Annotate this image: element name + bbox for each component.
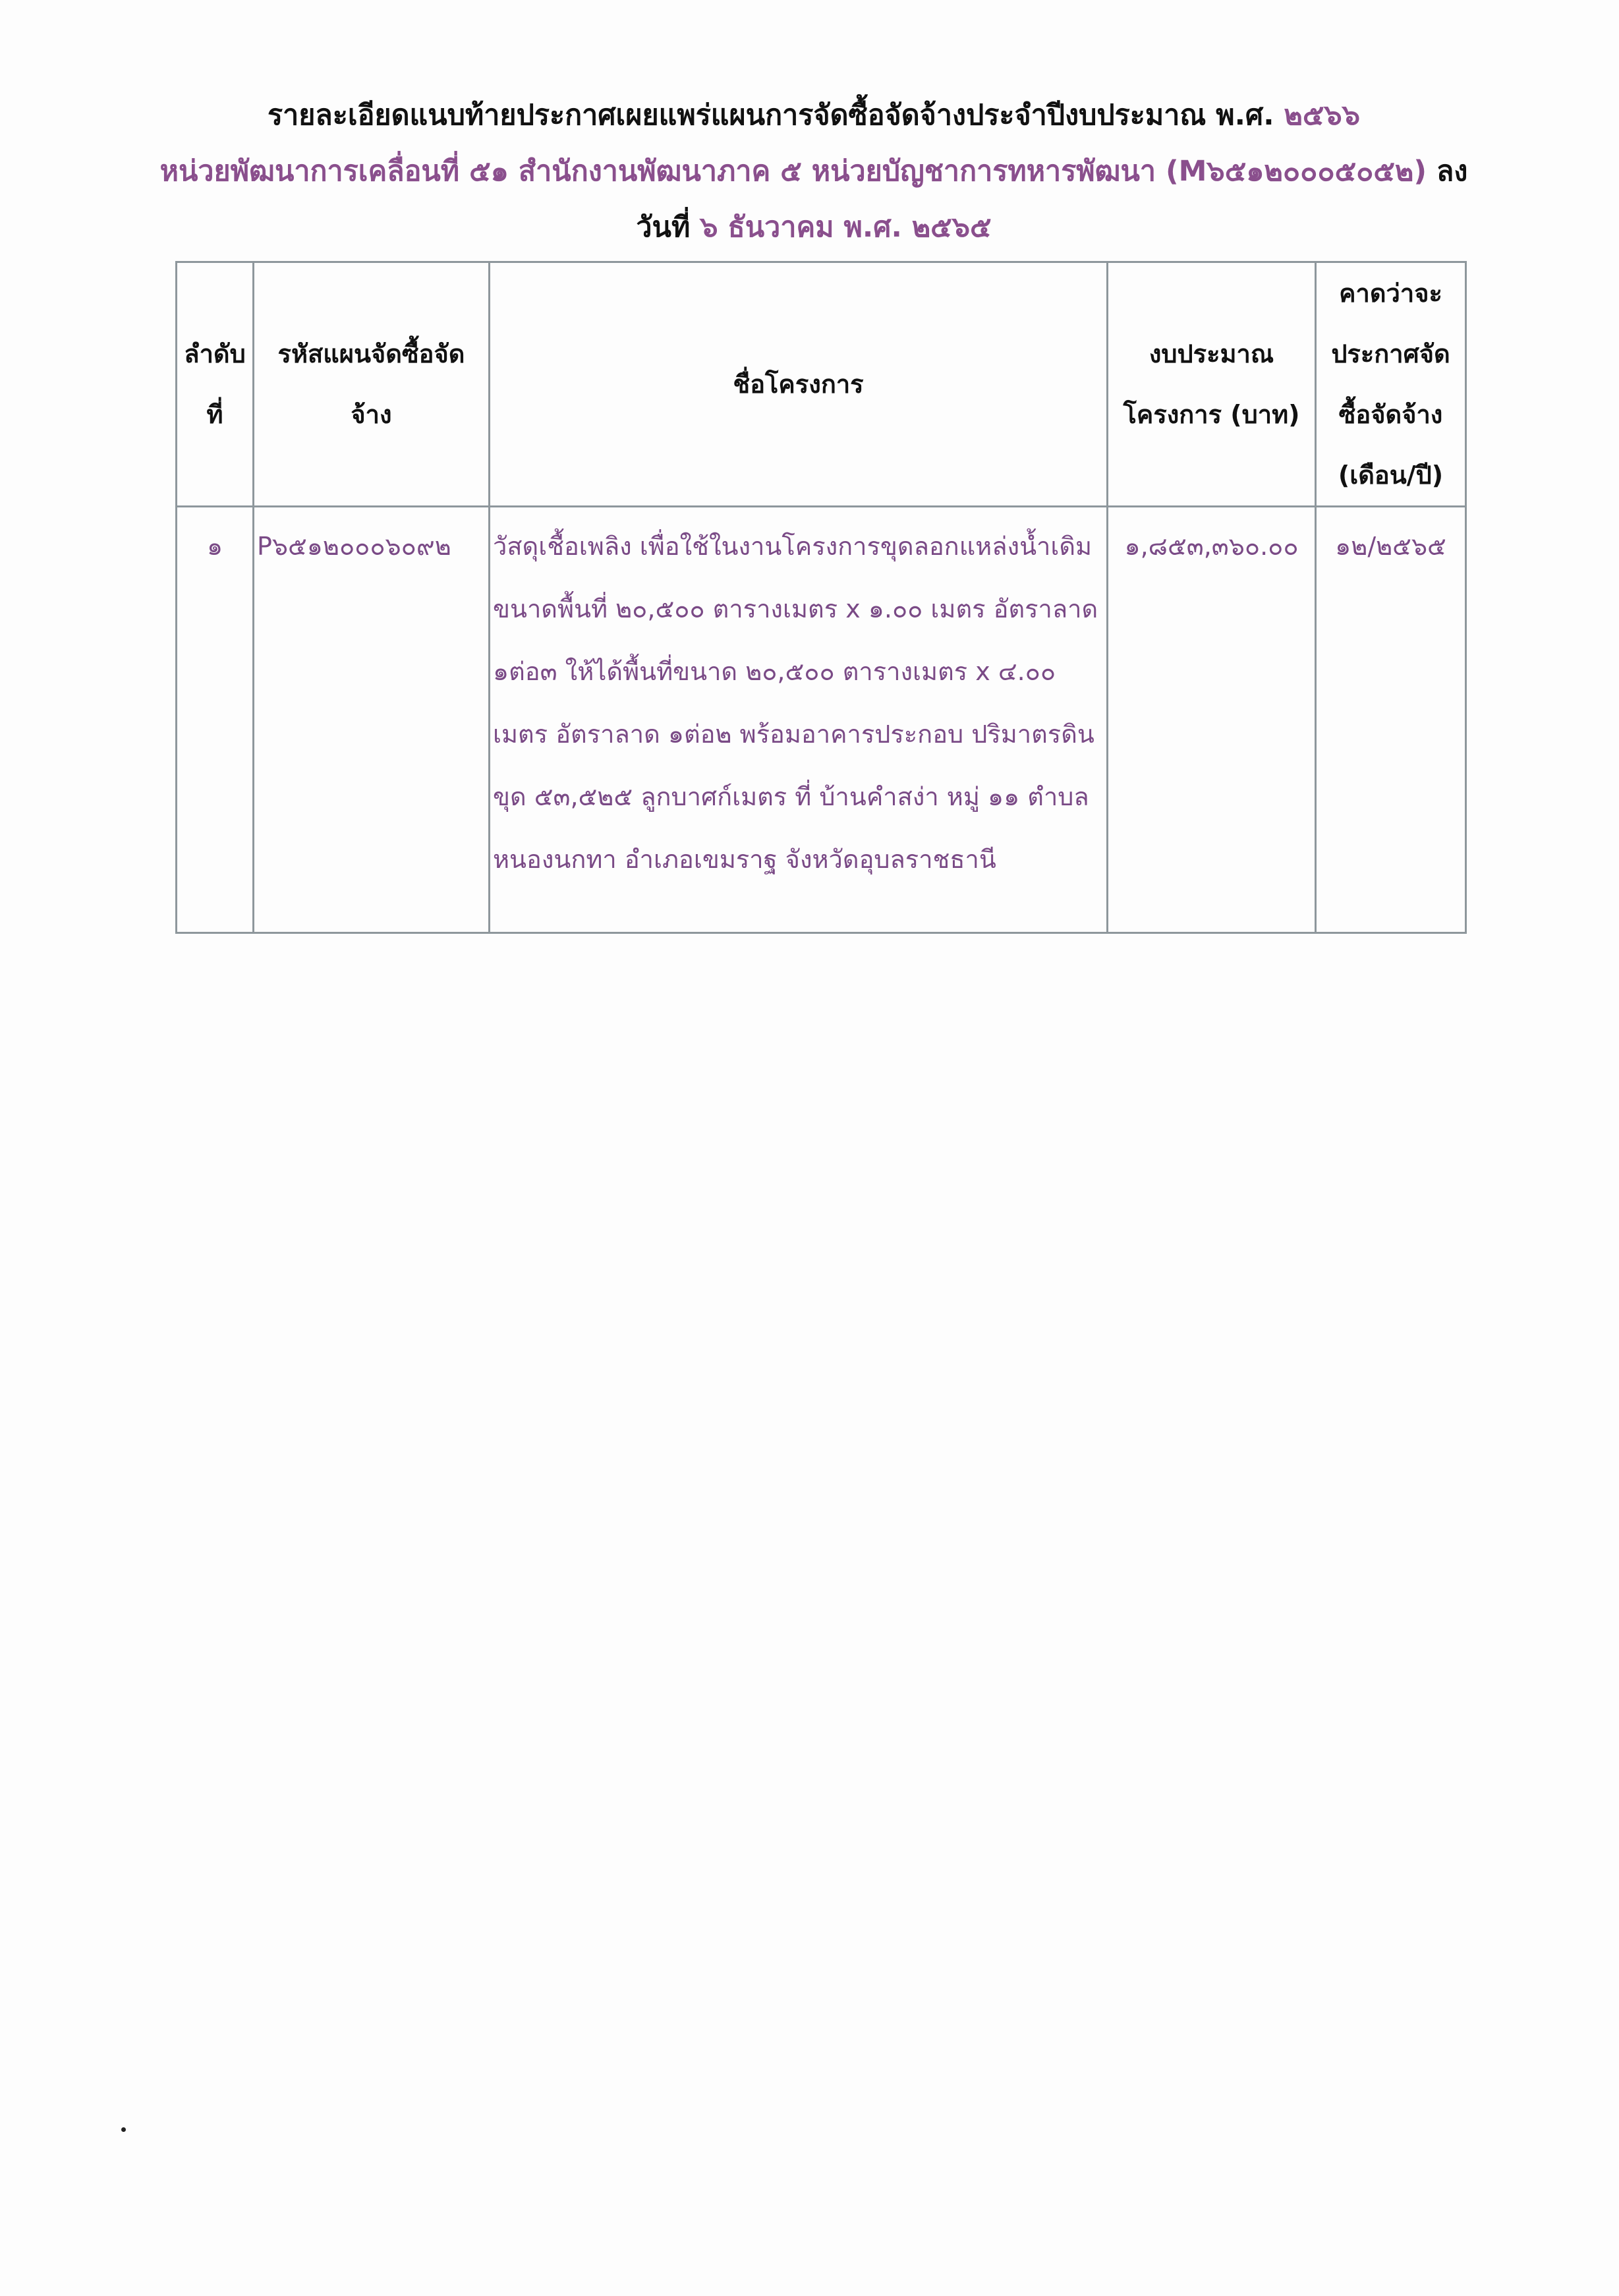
scan-speck: [121, 2127, 126, 2132]
header-budget: งบประมาณโครงการ (บาท): [1108, 262, 1316, 507]
header-announce-date: คาดว่าจะประกาศจัดซื้อจัดจ้าง (เดือน/ปี): [1316, 262, 1466, 507]
cell-no: ๑: [177, 507, 254, 933]
agency-suffix: ลง: [1436, 155, 1468, 188]
cell-budget: ๑,๘๕๓,๓๖๐.๐๐: [1108, 507, 1316, 933]
table-header-row: [177, 262, 1466, 507]
fiscal-year: ๒๕๖๖: [1284, 99, 1361, 132]
date-prefix: วันที่: [636, 211, 691, 244]
cell-plan-code: P๖๕๑๒๐๐๐๖๐๙๒: [254, 507, 490, 933]
title-text: รายละเอียดแนบท้ายประกาศเผยแพร่แผนการจัดซื้อจัดจ้างประจำปีงบประมาณ พ.ศ.: [267, 99, 1274, 132]
date-value: ๖ ธันวาคม พ.ศ. ๒๕๖๕: [700, 211, 992, 244]
header-project-name: ชื่อโครงการ: [490, 262, 1108, 507]
header-no: ลำดับที่: [177, 262, 254, 507]
cell-project-name: วัสดุเชื้อเพลิง เพื่อใช้ในงานโครงการขุดลอกแหล่งน้ำเดิม ขนาดพื้นที่ ๒๐,๕๐๐ ตารางเมตร x ๑.๐๐ เมตร อัตราลาด ๑ต่อ๓ ให้ได้พื้นที่ขนาด ๒๐,๕๐๐ ตารางเมตร x ๔.๐๐ เมตร อัตราลาด ๑ต่อ๒ พร้อมอาคารประกอบ ปริมาตรดินขุด ๕๓,๕๒๕ ลูกบาศก์เมตร ที่ บ้านคำสง่า หมู่ ๑๑ ตำบลหนองนกทา อำเภอเขมราฐ จังหวัดอุบลราชธานี: [490, 507, 1108, 933]
agency-line: [158, 148, 1469, 193]
table-row: [177, 507, 1466, 933]
document-title: [158, 92, 1469, 137]
agency-name: หน่วยพัฒนาการเคลื่อนที่ ๕๑ สำนักงานพัฒนาภาค ๕ หน่วยบัญชาการทหารพัฒนา (M๖๕๑๒๐๐๐๕๐๕๒): [159, 155, 1427, 188]
cell-announce-date: ๑๒/๒๕๖๕: [1316, 507, 1466, 933]
date-line: [158, 204, 1469, 249]
header-plan-code: รหัสแผนจัดซื้อจัดจ้าง: [254, 262, 490, 507]
procurement-plan-table: [175, 261, 1467, 934]
